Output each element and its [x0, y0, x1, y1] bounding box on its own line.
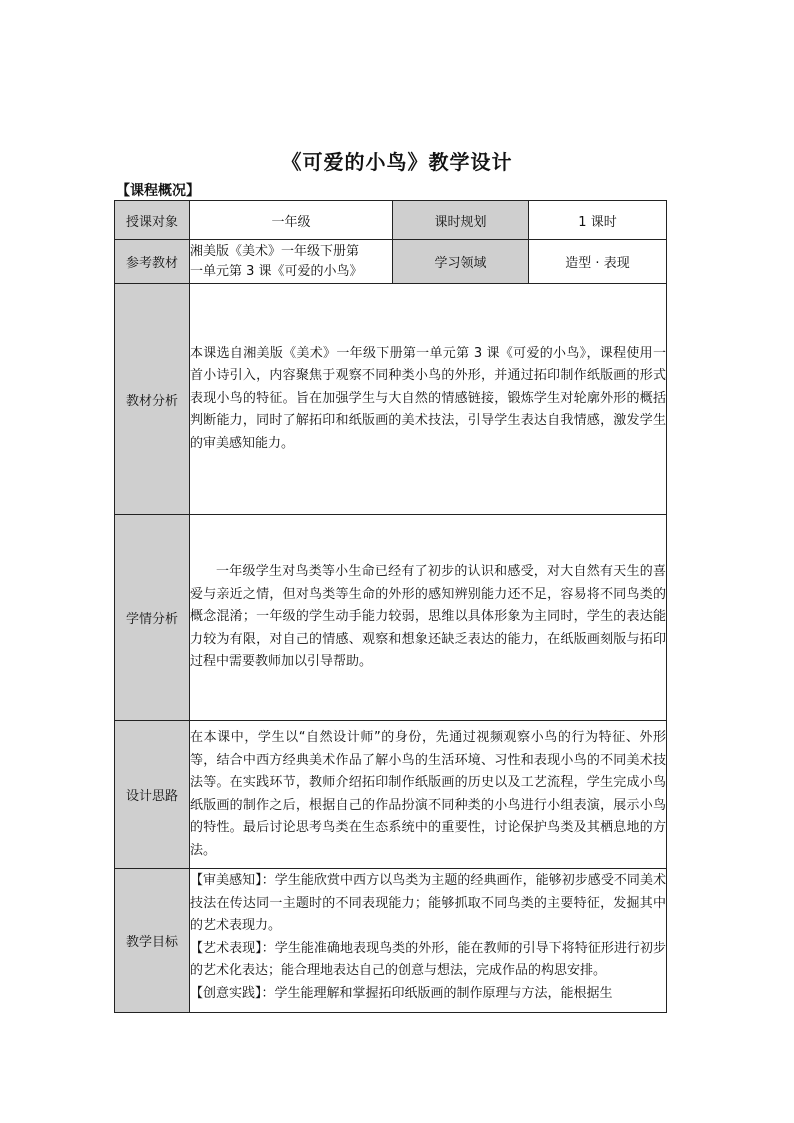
- label-reference: 参考教材: [115, 240, 190, 284]
- label-design: 设计思路: [115, 721, 190, 869]
- goal-expression: 【艺术表现】：学生能准确地表现鸟类的外形，能在教师的引导下将特征形进行初步的艺术化表达；能合理地表达自己的创意与想法，完成作品的构思安排。: [190, 940, 666, 978]
- table-row: [115, 721, 667, 869]
- textbook-analysis-text: 本课选自湘美版《美术》一年级下册第一单元第 3 课《可爱的小鸟》，课程使用一首小诗引入，内容聚焦于观察不同种类小鸟的外形，并通过拓印制作纸版画的形式表现小鸟的特征。旨在加强学生与大自然的情感链接，锻炼学生对轮廓外形的概括判断能力，同时了解拓印和纸版画的美术技法，引导学生表达自我情感，激发学生的审美感知能力。: [190, 284, 667, 515]
- table-row: [115, 869, 667, 1013]
- label-audience: 授课对象: [115, 201, 190, 240]
- table-row: [115, 515, 667, 721]
- section-label: 【课程概况】: [116, 183, 200, 199]
- label-periods: 课时规划: [393, 201, 529, 240]
- reference-line-2: 一单元第 3 课《可爱的小鸟》: [190, 263, 363, 279]
- goals-cell: [190, 869, 667, 1013]
- design-text: 在本课中，学生以“自然设计师”的身份，先通过视频观察小鸟的行为特征、外形等，结合中西方经典美术作品了解小鸟的生活环境、习性和表现小鸟的不同美术技法等。在实践环节，教师介绍拓印制作纸版画的历史以及工艺流程，学生完成小鸟纸版画的制作之后，根据自己的作品扮演不同种类的小鸟进行小组表演，展示小鸟的特性。最后讨论思考鸟类在生态系统中的重要性，讨论保护鸟类及其栖息地的方法。: [190, 721, 667, 869]
- label-student-analysis: 学情分析: [115, 515, 190, 721]
- page-title: 《可爱的小鸟》教学设计: [281, 150, 513, 174]
- value-periods: 1 课时: [529, 201, 667, 240]
- reference-line-1: 湘美版《美术》一年级下册第: [190, 243, 360, 259]
- goal-practice: 【创意实践】：学生能理解和掌握拓印纸版画的制作原理与方法，能根据生: [190, 985, 613, 1001]
- value-field: 造型 · 表现: [529, 240, 667, 284]
- label-goals: 教学目标: [115, 869, 190, 1013]
- label-field: 学习领域: [393, 240, 529, 284]
- value-audience: 一年级: [190, 201, 393, 240]
- table-row: [115, 240, 667, 284]
- value-reference: [190, 240, 393, 284]
- table-row: [115, 284, 667, 515]
- label-textbook-analysis: 教材分析: [115, 284, 190, 515]
- student-analysis-text: 一年级学生对鸟类等小生命已经有了初步的认识和感受，对大自然有天生的喜爱与亲近之情，但对鸟类等生命的外形的感知辨别能力还不足，容易将不同鸟类的概念混淆；一年级的学生动手能力较弱，思维以具体形象为主同时，学生的表达能力较为有限，对自己的情感、观察和想象还缺乏表达的能力，在纸版画刻版与拓印过程中需要教师加以引导帮助。: [190, 515, 667, 721]
- table-row: [115, 201, 667, 240]
- course-overview-table: [114, 200, 667, 1013]
- goal-aesthetic: 【审美感知】：学生能欣赏中西方以鸟类为主题的经典画作，能够初步感受不同美术技法在传达同一主题时的不同表现能力；能够抓取不同鸟类的主要特征，发掘其中的艺术表现力。: [190, 873, 666, 933]
